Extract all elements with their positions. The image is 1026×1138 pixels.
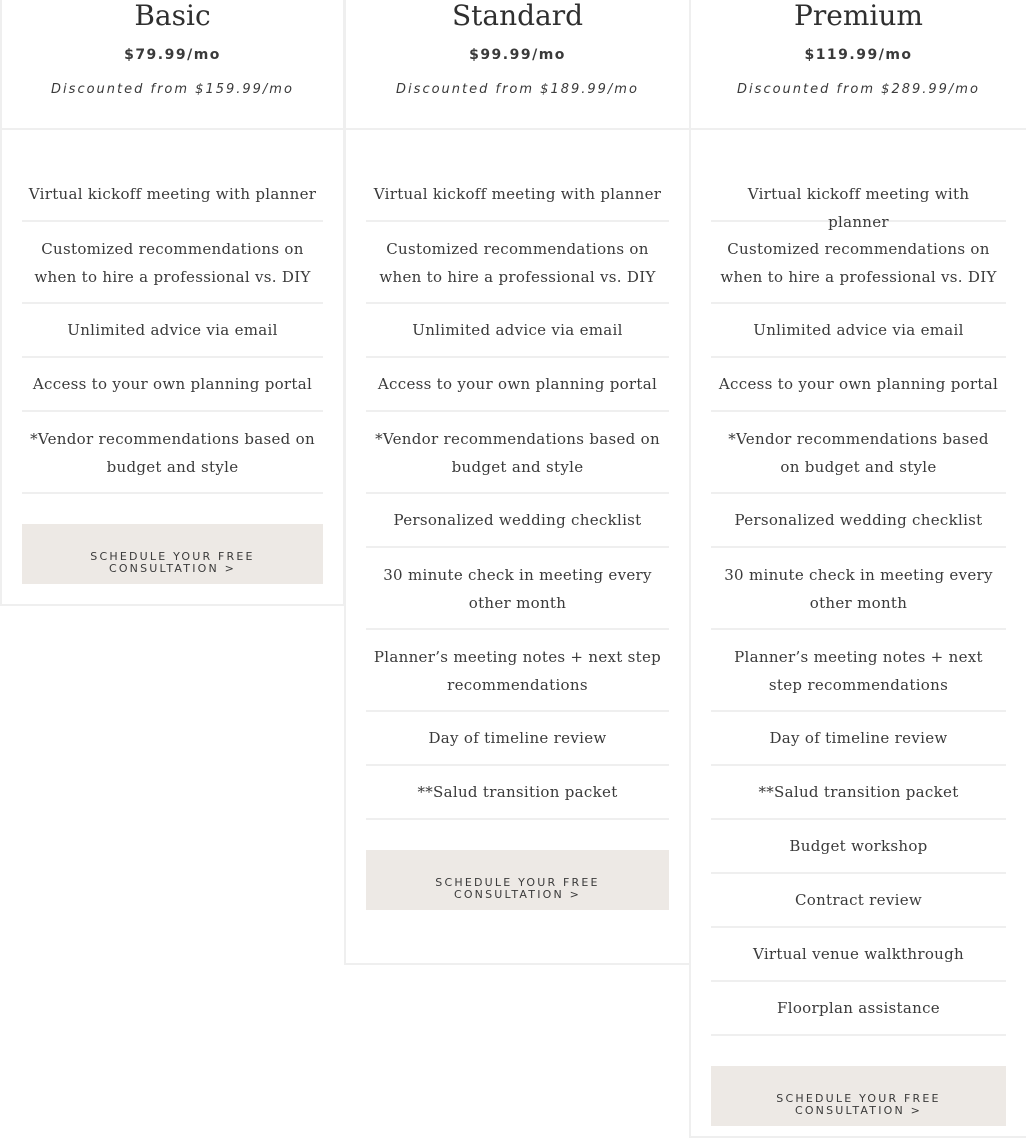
plan-header (691, 0, 1026, 130)
schedule-consultation-button[interactable]: SCHEDULE YOUR FREE CONSULTATION > (711, 1066, 1006, 1126)
feature-item: Personalized wedding checklist (711, 494, 1006, 548)
plan-price: $99.99/mo (469, 47, 566, 63)
feature-item: **Salud transition packet (711, 766, 1006, 820)
plan-header (346, 0, 689, 130)
feature-item: Unlimited advice via email (711, 304, 1006, 358)
feature-item: **Salud transition packet (366, 766, 669, 820)
feature-item: Customized recommendations on when to hire a professional vs. DIY (22, 222, 323, 304)
plan-discount: Discounted from $289.99/mo (737, 82, 980, 97)
plan-discount: Discounted from $159.99/mo (51, 82, 294, 97)
plan-title: Basic (134, 0, 211, 32)
feature-item: Contract review (711, 874, 1006, 928)
feature-item: Planner’s meeting notes + next step recommendations (711, 630, 1006, 712)
feature-list (691, 130, 1026, 1036)
feature-item: Virtual kickoff meeting with planner (22, 168, 323, 222)
feature-item: 30 minute check in meeting every other month (711, 548, 1006, 630)
feature-item: Day of timeline review (366, 712, 669, 766)
feature-list (346, 130, 689, 820)
feature-item: *Vendor recommendations based on budget and style (22, 412, 323, 494)
feature-item: Personalized wedding checklist (366, 494, 669, 548)
feature-item: Planner’s meeting notes + next step recommendations (366, 630, 669, 712)
plan-title: Premium (794, 0, 923, 32)
feature-item: Access to your own planning portal (711, 358, 1006, 412)
plan-card-basic (0, 0, 345, 606)
feature-item: Virtual kickoff meeting with planner (711, 168, 1006, 222)
schedule-consultation-button[interactable]: SCHEDULE YOUR FREE CONSULTATION > (22, 524, 323, 584)
feature-item: *Vendor recommendations based on budget and style (366, 412, 669, 494)
feature-item: Access to your own planning portal (366, 358, 669, 412)
plan-title: Standard (451, 0, 584, 32)
feature-item: Customized recommendations on when to hire a professional vs. DIY (711, 222, 1006, 304)
plan-card-standard (344, 0, 691, 965)
feature-item: *Vendor recommendations based on budget and style (711, 412, 1006, 494)
feature-item: Floorplan assistance (711, 982, 1006, 1036)
plan-discount: Discounted from $189.99/mo (396, 82, 639, 97)
feature-item: Virtual venue walkthrough (711, 928, 1006, 982)
plan-header (2, 0, 343, 130)
plan-card-premium (689, 0, 1026, 1138)
feature-item: Customized recommendations on when to hire a professional vs. DIY (366, 222, 669, 304)
feature-item: Unlimited advice via email (366, 304, 669, 358)
plan-price: $119.99/mo (804, 47, 913, 63)
feature-list (2, 130, 343, 494)
feature-item: Unlimited advice via email (22, 304, 323, 358)
feature-item: Budget workshop (711, 820, 1006, 874)
plan-price: $79.99/mo (124, 47, 221, 63)
feature-item: 30 minute check in meeting every other month (366, 548, 669, 630)
feature-item: Day of timeline review (711, 712, 1006, 766)
schedule-consultation-button[interactable]: SCHEDULE YOUR FREE CONSULTATION > (366, 850, 669, 910)
feature-item: Virtual kickoff meeting with planner (366, 168, 669, 222)
feature-item: Access to your own planning portal (22, 358, 323, 412)
